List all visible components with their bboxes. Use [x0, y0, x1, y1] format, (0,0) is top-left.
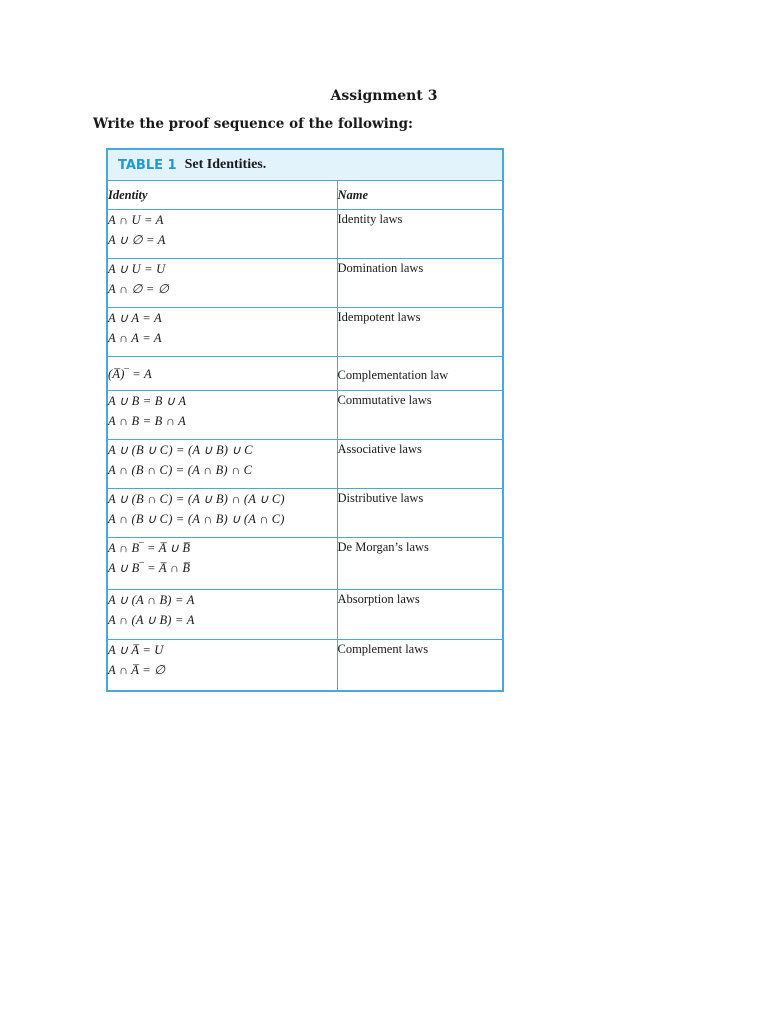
set-identities-table [108, 181, 502, 690]
identity-cell [108, 640, 337, 690]
identity-formula: A ∪ A = A [108, 311, 162, 325]
identity-formula: A ∩ (B ∪ C) = (A ∩ B) ∪ (A ∩ C) [108, 512, 285, 526]
identity-formula: A ∪ B‾ = A̅ ∩ B̅ [108, 561, 191, 575]
identity-cell [108, 440, 337, 489]
table-row [108, 640, 502, 690]
header-identity: Identity [108, 181, 337, 210]
law-name-cell: Domination laws [337, 259, 502, 308]
identity-formula: A ∪ U = U [108, 262, 166, 276]
law-name-cell: Idempotent laws [337, 308, 502, 357]
identity-formula: A ∩ ∅ = ∅ [108, 282, 169, 296]
law-name-cell: Commutative laws [337, 391, 502, 440]
law-name-cell: De Morgan’s laws [337, 538, 502, 590]
identity-cell [108, 357, 337, 391]
identity-cell [108, 391, 337, 440]
assignment-title: Assignment 3 [330, 88, 438, 104]
identity-cell [108, 590, 337, 640]
identity-cell [108, 210, 337, 259]
table-caption-text: Set Identities. [184, 157, 267, 172]
identity-formula: A ∩ U = A [108, 213, 164, 227]
table-row [108, 440, 502, 489]
instruction-text: Write the proof sequence of the following: [93, 116, 413, 132]
identity-cell [108, 489, 337, 538]
identity-formula: A ∩ (B ∩ C) = (A ∩ B) ∩ C [108, 463, 253, 477]
table-row [108, 259, 502, 308]
set-identities-table-figure [106, 148, 504, 692]
law-name-cell: Distributive laws [337, 489, 502, 538]
identity-cell [108, 259, 337, 308]
identity-formula: A ∩ B‾ = A̅ ∪ B̅ [108, 541, 191, 555]
header-name: Name [337, 187, 369, 202]
law-name-cell: Absorption laws [337, 590, 502, 640]
identity-formula: A ∪ (A ∩ B) = A [108, 593, 195, 607]
identity-formula: A ∪ A̅ = U [108, 643, 164, 657]
table-row [108, 538, 502, 590]
table-row [108, 210, 502, 259]
identity-cell [108, 308, 337, 357]
identity-formula: A ∪ (B ∩ C) = (A ∪ B) ∩ (A ∪ C) [108, 492, 285, 506]
identity-formula: A ∩ B = B ∩ A [108, 414, 186, 428]
table-row [108, 357, 502, 391]
identity-formula: A ∪ B = B ∪ A [108, 394, 187, 408]
identity-formula: A ∩ A = A [108, 331, 162, 345]
law-name-cell: Identity laws [337, 210, 502, 259]
table-caption [108, 150, 502, 181]
law-name-cell: Associative laws [337, 440, 502, 489]
identity-formula: (A̅)‾ = A [108, 367, 152, 381]
table-row [108, 590, 502, 640]
table-body [108, 210, 502, 690]
table-label: TABLE 1 [118, 157, 177, 173]
identity-formula: A ∪ (B ∪ C) = (A ∪ B) ∪ C [108, 443, 253, 457]
identity-formula: A ∪ ∅ = A [108, 233, 166, 247]
identity-cell [108, 538, 337, 590]
table-row [108, 391, 502, 440]
identity-formula: A ∩ (A ∪ B) = A [108, 613, 195, 627]
law-name-cell: Complementation law [337, 357, 502, 391]
table-row [108, 308, 502, 357]
law-name-cell: Complement laws [337, 640, 502, 690]
identity-formula: A ∩ A̅ = ∅ [108, 663, 166, 677]
table-row [108, 489, 502, 538]
table-header-row [108, 181, 502, 210]
